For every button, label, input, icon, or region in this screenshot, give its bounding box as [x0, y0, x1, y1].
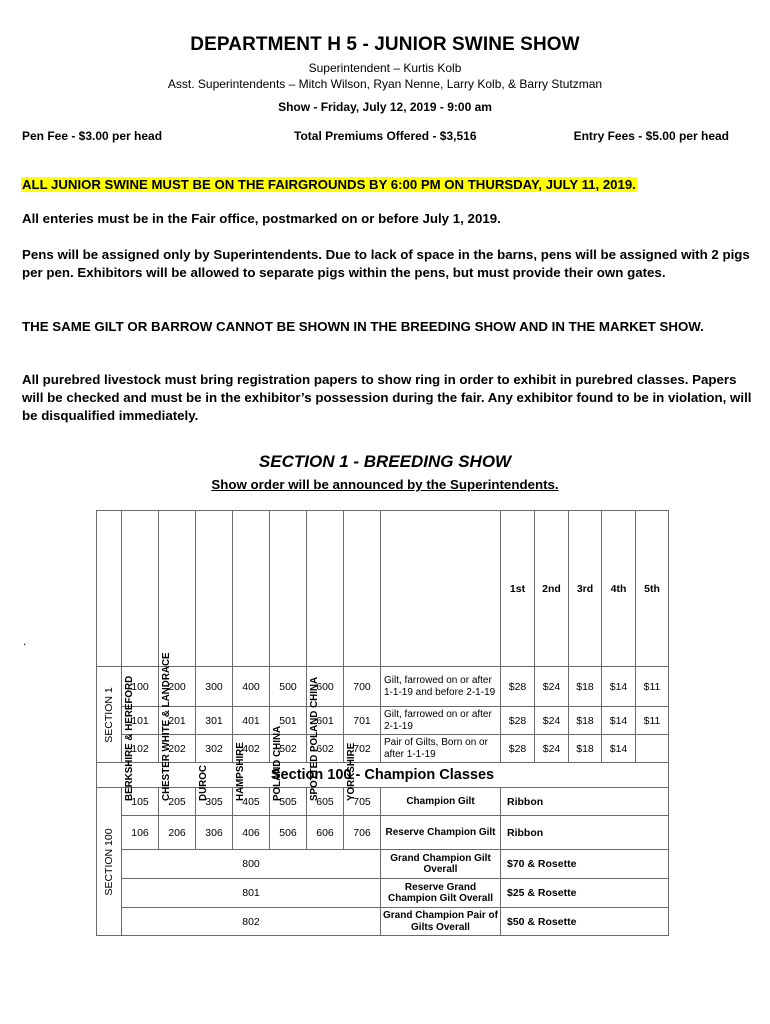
class-number: 201: [159, 707, 196, 735]
place-header: 4th: [602, 511, 636, 667]
section-100-side-label: SECTION 100: [97, 788, 122, 936]
prize-amount: $11: [636, 707, 669, 735]
description-header: [381, 511, 501, 667]
award: Ribbon: [501, 788, 669, 816]
class-number: 200: [159, 667, 196, 707]
header-corner: [97, 511, 122, 667]
breed-header: HAMPSHIRE: [233, 511, 270, 667]
class-description: Pair of Gilts, Born on or after 1-1-19: [381, 735, 501, 763]
prize-amount: $24: [535, 707, 569, 735]
class-number: 205: [159, 788, 196, 816]
class-description: Gilt, farrowed on or after 1-1-19 and before 2-1-19: [381, 667, 501, 707]
class-number: 406: [233, 816, 270, 850]
prize-amount: $14: [602, 735, 636, 763]
registration-papers-paragraph: All purebred livestock must bring registration papers to show ring in order to exhibit in purebred classes. Papers will be checked and must be in the exhibitor’s possession during the fair. Any exhibitor found to be in violation, will be disqualified immediately.: [22, 372, 752, 423]
breed-header: BERKSHIRE & HEREFORD: [122, 511, 159, 667]
place-header: 5th: [636, 511, 669, 667]
pen-assignment-paragraph: Pens will be assigned only by Superintendents. Due to lack of space in the barns, pens will be assigned with 2 pigs per pen. Exhibitors will be allowed to separate pigs within the pens, but must provide their own gates.: [22, 247, 750, 280]
superintendent-line: Superintendent – Kurtis Kolb: [308, 61, 462, 75]
prize-amount: $24: [535, 667, 569, 707]
class-number: 601: [307, 707, 344, 735]
class-number: 101: [122, 707, 159, 735]
prize-amount: $28: [501, 707, 535, 735]
class-number: 705: [344, 788, 381, 816]
class-number: 501: [270, 707, 307, 735]
breed-header: YORKSHIRE: [344, 511, 381, 667]
class-description: Champion Gilt: [381, 788, 501, 816]
section-100-title: Section 100 - Champion Classes: [97, 763, 669, 788]
class-description: Grand Champion Gilt Overall: [381, 850, 501, 879]
class-number: 305: [196, 788, 233, 816]
class-number: 105: [122, 788, 159, 816]
breed-header: SPOTTED POLAND CHINA: [307, 511, 344, 667]
class-number: 100: [122, 667, 159, 707]
class-number: 400: [233, 667, 270, 707]
class-number: 402: [233, 735, 270, 763]
table-row: [97, 735, 669, 763]
breeding-show-table: [96, 510, 669, 936]
arrival-notice: ALL JUNIOR SWINE MUST BE ON THE FAIRGROUNDS BY 6:00 PM ON THURSDAY, JULY 11, 2019.: [22, 177, 636, 192]
class-description: Grand Champion Pair of Gilts Overall: [381, 908, 501, 936]
class-number: 801: [122, 879, 381, 908]
prize-amount: $18: [569, 667, 602, 707]
table-row: [97, 816, 669, 850]
stray-dot: .: [23, 634, 27, 648]
section-100-title-row: [97, 763, 669, 788]
class-number: 605: [307, 788, 344, 816]
class-number: 405: [233, 788, 270, 816]
class-number: 602: [307, 735, 344, 763]
place-header: 3rd: [569, 511, 602, 667]
class-number: 702: [344, 735, 381, 763]
class-number: 306: [196, 816, 233, 850]
prize-amount: $14: [602, 667, 636, 707]
table-row: [97, 667, 669, 707]
award: $50 & Rosette: [501, 908, 669, 936]
prize-amount: [636, 735, 669, 763]
class-number: 202: [159, 735, 196, 763]
class-number: 502: [270, 735, 307, 763]
breed-header: CHESTER WHITE & LANDRACE: [159, 511, 196, 667]
breed-header: POLAND CHINA: [270, 511, 307, 667]
place-header: 2nd: [535, 511, 569, 667]
class-number: 206: [159, 816, 196, 850]
total-premiums: Total Premiums Offered - $3,516: [294, 129, 477, 143]
class-description: Reserve Champion Gilt: [381, 816, 501, 850]
prize-amount: $14: [602, 707, 636, 735]
pen-fee: Pen Fee - $3.00 per head: [22, 129, 163, 143]
entry-fee: Entry Fees - $5.00 per head: [573, 129, 729, 143]
class-number: 606: [307, 816, 344, 850]
page-title: DEPARTMENT H 5 - JUNIOR SWINE SHOW: [190, 34, 580, 55]
class-number: 302: [196, 735, 233, 763]
class-number: 102: [122, 735, 159, 763]
class-number: 802: [122, 908, 381, 936]
section-1-side-label: SECTION 1: [97, 667, 122, 763]
prize-amount: $28: [501, 735, 535, 763]
breed-header: DUROC: [196, 511, 233, 667]
class-description: Reserve Grand Champion Gilt Overall: [381, 879, 501, 908]
table-row: [97, 879, 669, 908]
class-number: 506: [270, 816, 307, 850]
class-number: 301: [196, 707, 233, 735]
class-number: 505: [270, 788, 307, 816]
class-number: 500: [270, 667, 307, 707]
award: $25 & Rosette: [501, 879, 669, 908]
class-number: 600: [307, 667, 344, 707]
entry-deadline-paragraph: All enteries must be in the Fair office, postmarked on or before July 1, 2019.: [22, 211, 501, 226]
class-number: 701: [344, 707, 381, 735]
class-description: Gilt, farrowed on or after 2-1-19: [381, 707, 501, 735]
class-number: 700: [344, 667, 381, 707]
table-header-row: [97, 511, 669, 667]
table-row: [97, 908, 669, 936]
class-number: 800: [122, 850, 381, 879]
table-row: [97, 850, 669, 879]
place-header: 1st: [501, 511, 535, 667]
prize-amount: $24: [535, 735, 569, 763]
class-number: 300: [196, 667, 233, 707]
same-gilt-paragraph: THE SAME GILT OR BARROW CANNOT BE SHOWN IN THE BREEDING SHOW AND IN THE MARKET SHOW.: [22, 319, 704, 334]
show-date-line: Show - Friday, July 12, 2019 - 9:00 am: [278, 100, 492, 114]
assistant-superintendents-line: Asst. Superintendents – Mitch Wilson, Ryan Nenne, Larry Kolb, & Barry Stutzman: [167, 77, 603, 91]
class-number: 706: [344, 816, 381, 850]
prize-amount: $18: [569, 735, 602, 763]
section-1-title: SECTION 1 - BREEDING SHOW: [258, 452, 512, 471]
prize-amount: $18: [569, 707, 602, 735]
table-row: [97, 788, 669, 816]
prize-amount: $11: [636, 667, 669, 707]
award: $70 & Rosette: [501, 850, 669, 879]
prize-amount: $28: [501, 667, 535, 707]
section-1-subtitle: Show order will be announced by the Superintendents.: [211, 477, 559, 492]
award: Ribbon: [501, 816, 669, 850]
table-row: [97, 707, 669, 735]
class-number: 106: [122, 816, 159, 850]
class-number: 401: [233, 707, 270, 735]
